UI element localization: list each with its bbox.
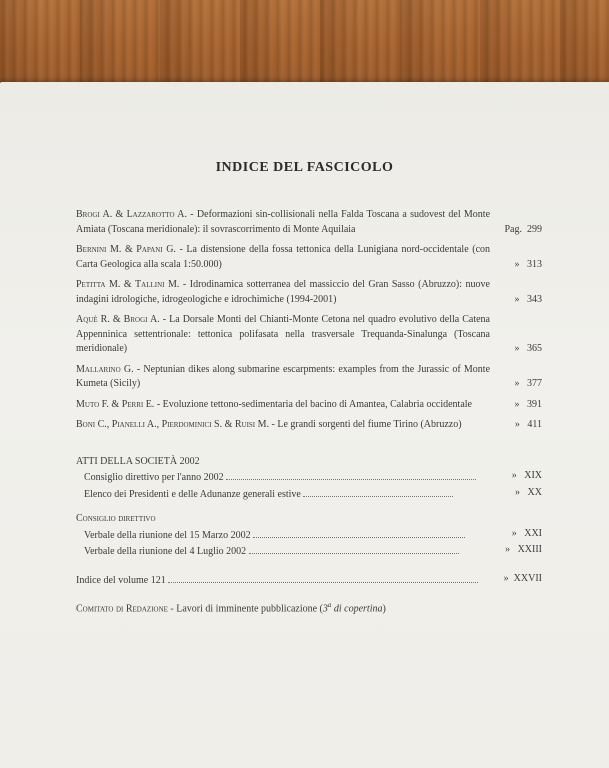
comitato-text: - Lavori di imminente pubblicazione (	[167, 603, 323, 615]
toc-entry[interactable]	[76, 278, 542, 307]
page-label: »	[514, 419, 520, 430]
page-label: »	[514, 293, 520, 305]
entry-title: - La distensione della fossa tettonica della Lunigiana nord-occidentale (con Carta Geologica alla scala 1:50.000)	[76, 244, 491, 270]
entry-title: - Evoluzione tettono-sedimentaria del bacino di Amantea, Calabria occidentale	[154, 398, 472, 410]
page-label: »	[511, 527, 517, 539]
page-number: XIX	[524, 470, 542, 481]
subentry-text: Verbale della riunione del 4 Luglio 2002	[84, 546, 247, 557]
comitato-italic-text: di copertina	[331, 603, 383, 615]
page-label: »	[511, 470, 517, 481]
page-number: 365	[527, 343, 542, 354]
subentry-text: Consiglio direttivo per l'anno 2002	[84, 472, 224, 483]
comitato-note	[76, 598, 542, 617]
entry-authors: Muto F. & Perri E.	[76, 398, 155, 410]
consiglio-section-title: Consiglio direttivo	[76, 513, 156, 524]
comitato-name: Comitato di Redazione	[76, 603, 168, 615]
page-number: 343	[527, 293, 542, 305]
dot-leader	[168, 572, 478, 583]
toc-volume-index[interactable]	[76, 572, 542, 589]
dot-leader	[226, 469, 476, 480]
page-number: XXIII	[517, 544, 542, 555]
subentry-text: Verbale della riunione del 15 Marzo 2002	[84, 529, 251, 541]
toc-subentry[interactable]	[76, 469, 542, 486]
page-number: XXVII	[513, 572, 542, 584]
page-number: 391	[527, 398, 542, 410]
entry-authors: Boni C., Pianelli A., Pierdominici S. & Ruisi M.	[76, 419, 270, 430]
atti-section-title: ATTI DELLA SOCIETÀ 2002	[76, 455, 200, 467]
page-title: INDICE DEL FASCICOLO	[215, 160, 394, 175]
dot-leader	[253, 527, 465, 538]
page-label: Pag.	[504, 223, 522, 235]
page-number: XXI	[524, 527, 542, 539]
toc-subentry[interactable]	[76, 543, 542, 560]
dot-leader	[303, 486, 453, 497]
entry-authors: Aquè R. & Brogi A.	[76, 314, 160, 325]
page-number: 313	[527, 258, 542, 270]
entry-authors: Mallarino G.	[76, 363, 134, 375]
entry-title: - La Dorsale Monti del Chianti-Monte Cetona nel quadro evolutivo della Catena Appenninica settentrionale: tettonica polifasata nella trasversale Trequanda-Sinalunga (Toscana meridionale)	[76, 314, 490, 354]
page-label: »	[514, 343, 520, 354]
table-of-contents	[76, 208, 542, 617]
toc-entry[interactable]	[76, 313, 542, 357]
toc-entry[interactable]	[76, 398, 542, 413]
toc-entry[interactable]	[76, 363, 542, 392]
page-label: »	[514, 378, 520, 389]
page-number: 299	[527, 223, 542, 235]
subentry-text: Elenco dei Presidenti e delle Adunanze generali estive	[84, 488, 301, 500]
entry-authors: Bernini M. & Papani G.	[76, 244, 176, 255]
entry-authors: Brogi A. & Lazzarotto A.	[76, 209, 188, 220]
page-label: »	[514, 258, 520, 270]
wooden-table-surface	[0, 0, 609, 92]
comitato-close: )	[382, 603, 386, 615]
page-number: 411	[527, 419, 542, 430]
entry-title: - Neptunian dikes along submarine escarpments: examples from the Jurassic of Monte Kumeta (Sicily)	[76, 363, 491, 389]
page-label: »	[515, 486, 521, 498]
toc-subentry[interactable]	[76, 527, 542, 544]
page-label: »	[514, 398, 520, 410]
toc-entry[interactable]	[76, 208, 542, 237]
page-label: »	[503, 572, 509, 584]
entry-title: - Le grandi sorgenti del fiume Tirino (Abruzzo)	[269, 419, 462, 430]
dot-leader	[249, 543, 459, 554]
subentry-text: Indice del volume 121	[76, 574, 166, 586]
entry-title: - Idrodinamica sotterranea del massiccio del Gran Sasso (Abruzzo): nuove indagini idrologiche, idrogeologiche e idrochimiche (1994-2001)	[76, 279, 490, 305]
comitato-superscript: a	[327, 601, 332, 609]
entry-title: - Deformazioni sin-collisionali nella Falda Toscana a sudovest del Monte Amiata (Toscana meridionale): il sovrascorrimento di Monte Aquilaia	[76, 209, 491, 235]
entry-authors: Petitta M. & Tallini M.	[76, 279, 180, 290]
page-number: XX	[527, 486, 542, 498]
toc-subentry[interactable]	[76, 486, 542, 503]
page-number: 377	[527, 378, 542, 389]
comitato-italic-number: 3	[322, 603, 328, 615]
toc-entry[interactable]	[76, 243, 542, 272]
document-page	[0, 82, 609, 768]
toc-entry[interactable]	[76, 418, 542, 433]
page-label: »	[505, 544, 511, 555]
